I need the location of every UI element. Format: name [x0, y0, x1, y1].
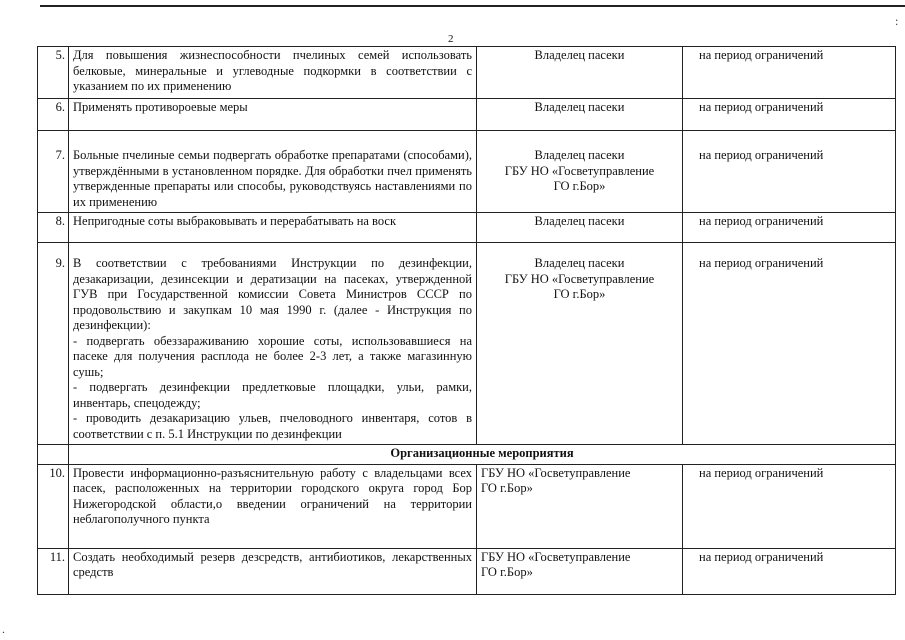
responsible-party [477, 464, 683, 548]
measure-description: Провести информационно-разъяснительную работу с владельцами всех пасек, расположенных на территории городского округа город Бор Нижегородской области,о введении ограничений на территории неблагополучного пункта [69, 464, 477, 548]
responsible-line: ГО г.Бор» [481, 481, 533, 495]
responsible-line: Владелец пасеки [534, 214, 625, 228]
row-number: 11. [38, 548, 69, 594]
section-header-row [38, 445, 896, 465]
row-number: 8. [38, 213, 69, 243]
description-paragraph: - подвергать обеззараживанию хорошие соты, использовавшиеся на пасеке для получения расплода не более 2-3 лет, а также магазинную сушь; [73, 333, 472, 379]
measure-description: Непригодные соты выбраковывать и перерабатывать на воск [69, 213, 477, 243]
responsible-party [477, 213, 683, 243]
responsible-line: ГБУ НО «Госветуправление [481, 549, 631, 564]
edge-mark-top-right: : [895, 14, 899, 28]
measure-description: Создать необходимый резерв дезсредств, антибиотиков, лекарственных средств [69, 548, 477, 594]
table-row [38, 243, 896, 445]
responsible-party [477, 131, 683, 213]
table-row [38, 131, 896, 213]
term-cell: на период ограничений [683, 131, 896, 213]
term-cell: на период ограничений [683, 99, 896, 131]
responsible-party [477, 548, 683, 594]
measure-description: Больные пчелиные семьи подвергать обработке препаратами (способами), утверждёнными в установленном порядке. Для обработки пчел применять утвержденные препараты или способы, руководствуясь наставлениями по их применению [69, 131, 477, 213]
table-row [38, 548, 896, 594]
row-number: 6. [38, 99, 69, 131]
table-row [38, 213, 896, 243]
description-paragraph: В соответствии с требованиями Инструкции по дезинфекции, дезакаризации, дезинсекции и дератизации на пасеках, утвержденной ГУВ при Государственной комиссии Совета Министров СССР по продовольствию и закупкам 10 мая 1990 г. (далее - Инструкция по дезинфекции): [73, 256, 472, 332]
measure-description: Для повышения жизнеспособности пчелиных семей использовать белковые, минеральные и углеводные подкормки в соответствии с указанием по их применению [69, 47, 477, 99]
responsible-line: Владелец пасеки [534, 48, 625, 62]
responsible-line: ГБУ НО «Госветуправление [504, 271, 655, 286]
responsible-line: ГО г.Бор» [553, 179, 606, 193]
term-cell: на период ограничений [683, 213, 896, 243]
table-row [38, 99, 896, 131]
term-cell: на период ограничений [683, 548, 896, 594]
responsible-line: Владелец пасеки [534, 100, 625, 114]
measure-description: Применять противороевые меры [69, 99, 477, 131]
row-number: 7. [38, 131, 69, 213]
row-number: 9. [38, 243, 69, 445]
responsible-line: Владелец пасеки [534, 256, 625, 270]
term-cell: на период ограничений [683, 464, 896, 548]
row-number: 10. [38, 464, 69, 548]
description-paragraph: - проводить дезакаризацию ульев, пчеловодного инвентаря, сотов в соответствии с п. 5.1 Инструкции по дезинфекции [73, 411, 472, 441]
edge-mark-bottom-left: . [2, 622, 5, 636]
responsible-party [477, 47, 683, 99]
section-header-spacer [38, 445, 69, 465]
page-number: 2 [448, 33, 454, 45]
responsible-line: ГО г.Бор» [553, 287, 606, 301]
responsible-line: ГБУ НО «Госветуправление [504, 163, 655, 178]
table-row [38, 47, 896, 99]
measure-description [69, 243, 477, 445]
term-cell: на период ограничений [683, 47, 896, 99]
responsible-line: ГО г.Бор» [481, 565, 533, 579]
responsible-line: Владелец пасеки [534, 148, 625, 162]
top-border-line [40, 5, 905, 7]
term-cell: на период ограничений [683, 243, 896, 445]
measures-table [37, 46, 896, 595]
description-paragraph: - подвергать дезинфекции предлетковые площадки, ульи, рамки, инвентарь, спецодежду; [73, 380, 472, 410]
responsible-party [477, 243, 683, 445]
responsible-line: ГБУ НО «Госветуправление [481, 465, 631, 480]
table-row [38, 464, 896, 548]
row-number: 5. [38, 47, 69, 99]
section-header: Организационные мероприятия [69, 445, 896, 465]
responsible-party [477, 99, 683, 131]
